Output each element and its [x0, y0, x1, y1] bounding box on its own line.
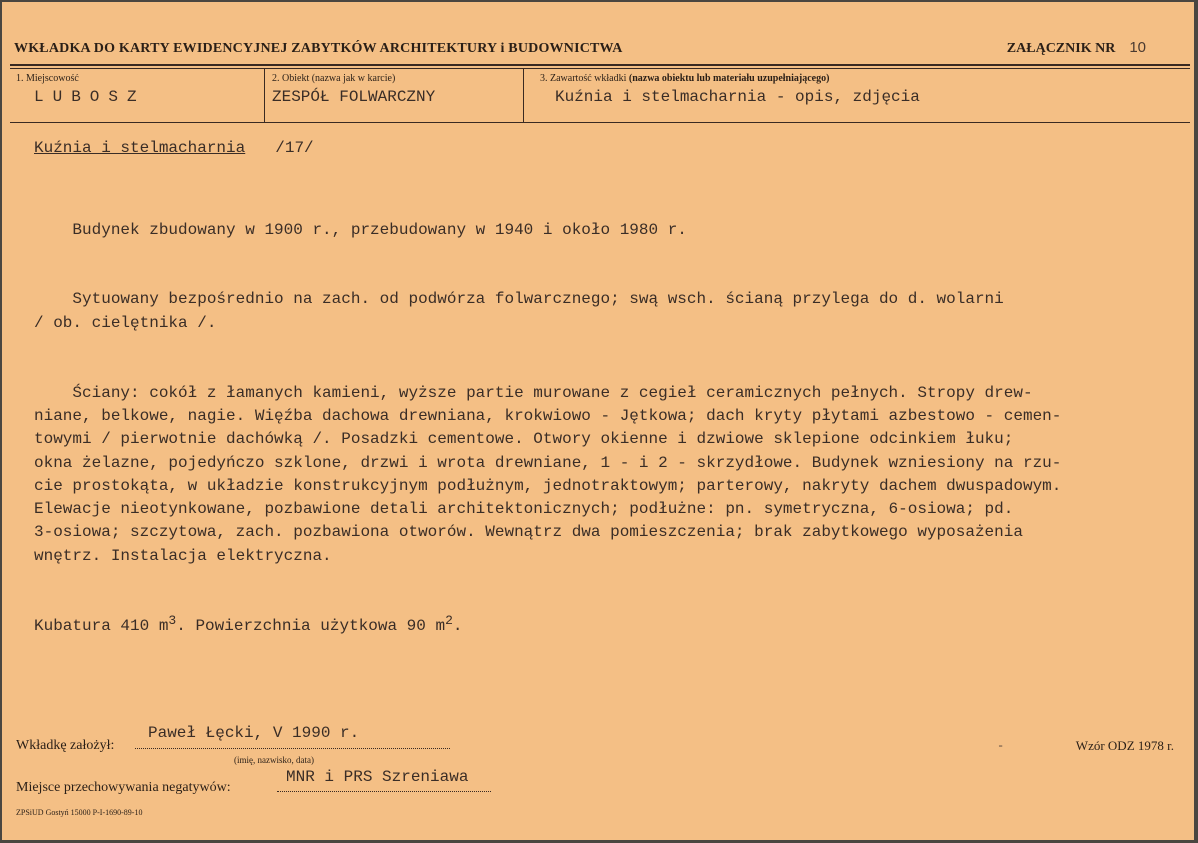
form-title: WKŁADKA DO KARTY EWIDENCYJNEJ ZABYTKÓW ARCHITEKTURY i BUDOWNICTWA — [14, 41, 623, 56]
form-model: Wzór ODZ 1978 r. — [1075, 738, 1174, 753]
attachment-label: ZAŁĄCZNIK NR — [1006, 41, 1116, 56]
document-card — [2, 2, 1194, 840]
field-label-contents-prefix: 3. Zawartość wkładki — [540, 73, 627, 84]
field-label-object: 2. Obiekt (nazwa jak w karcie) — [272, 73, 396, 84]
print-info: ZPSiUD Gostyń 15000 P-I-1690-89-10 — [16, 808, 143, 817]
section-number: /17/ — [275, 139, 314, 157]
field-divider-2 — [523, 68, 524, 123]
field-value-contents: Kuźnia i stelmacharnia - opis, zdjęcia — [555, 88, 920, 106]
field-divider-1 — [264, 68, 265, 123]
area-exponent: 2 — [445, 612, 453, 628]
kubatura-prefix: Kubatura 410 m — [34, 616, 169, 635]
field-label-locality: 1. Miejscowość — [16, 73, 79, 84]
field-label-contents-hint: (nazwa obiektu lub materiału uzupełniającego) — [628, 73, 830, 84]
kubatura-middle: . Powierzchnia użytkowa 90 m — [176, 616, 446, 635]
header-rule-thick — [10, 64, 1190, 66]
description-line-1: Budynek zbudowany w 1900 r., przebudowany w 1940 i około 1980 r. — [34, 220, 687, 239]
negatives-dotted-line — [277, 791, 491, 792]
header-rule-thin — [10, 68, 1190, 69]
author-label: Wkładkę założył: — [16, 738, 115, 753]
field-value-object: ZESPÓŁ FOLWARCZNY — [272, 88, 436, 106]
field-label-contents — [540, 73, 829, 84]
negatives-label: Miejsce przechowywania negatywów: — [16, 780, 231, 795]
area-suffix: . — [452, 616, 463, 635]
author-dotted-line — [135, 748, 450, 749]
author-hint: (imię, nazwisko, data) — [234, 755, 314, 765]
description-paragraph-2: Sytuowany bezpośrednio na zach. od podwórza folwarcznego; swą wsch. ścianą przylega do d. wolarni / ob. cielętnika /. — [34, 290, 1004, 332]
attachment-number: 10 — [1129, 39, 1146, 56]
fields-rule-bottom — [10, 122, 1190, 123]
tick-mark: - — [997, 739, 1005, 753]
description-paragraph-3: Ściany: cokół z łamanych kamieni, wyższe partie murowane z cegieł ceramicznych pełnych. Stropy drew- niane, belkowe, nagie. Więźba dachowa drewniana, krokwiowo - Jętkowa; dach kryty płytami azbestowo - cemen- towymi / pierwotnie dachówką /. Posadzki cementowe. Otwory okienne i dzwiowe sklepione odcinkiem łuku; okna żelazne, pojedyńczo szklone, drzwi i wrota drewniane, 1 - i 2 - skrzydłowe. Budynek wzniesiony na rzu- cie prostokąta, w układzie konstrukcyjnym podłużnym, jednotraktowym; parterowy, nakryty dachem dwuspadowym. Elewacje nieotynkowane, pozbawione detali architektonicznych; podłużne: pn. symetryczna, 6-osiowa; pd. 3-osiowa; szczytowa, zach. pozbawiona otworów. Wewnątrz dwa pomieszczenia; brak zabytkowego wyposażenia wnętrz. Instalacja elektryczna. — [34, 383, 1062, 565]
field-value-locality: LUBOSZ — [34, 88, 146, 106]
section-title: Kuźnia i stelmacharnia — [34, 139, 246, 157]
description-kubatura — [34, 612, 1174, 638]
section-heading — [34, 139, 314, 157]
description-body — [34, 172, 1174, 685]
attachment-number-block — [1007, 39, 1146, 57]
author-value: Paweł Łęcki, V 1990 r. — [148, 724, 360, 742]
negatives-value: MNR i PRS Szreniawa — [286, 768, 469, 786]
kubatura-exponent: 3 — [168, 612, 177, 628]
